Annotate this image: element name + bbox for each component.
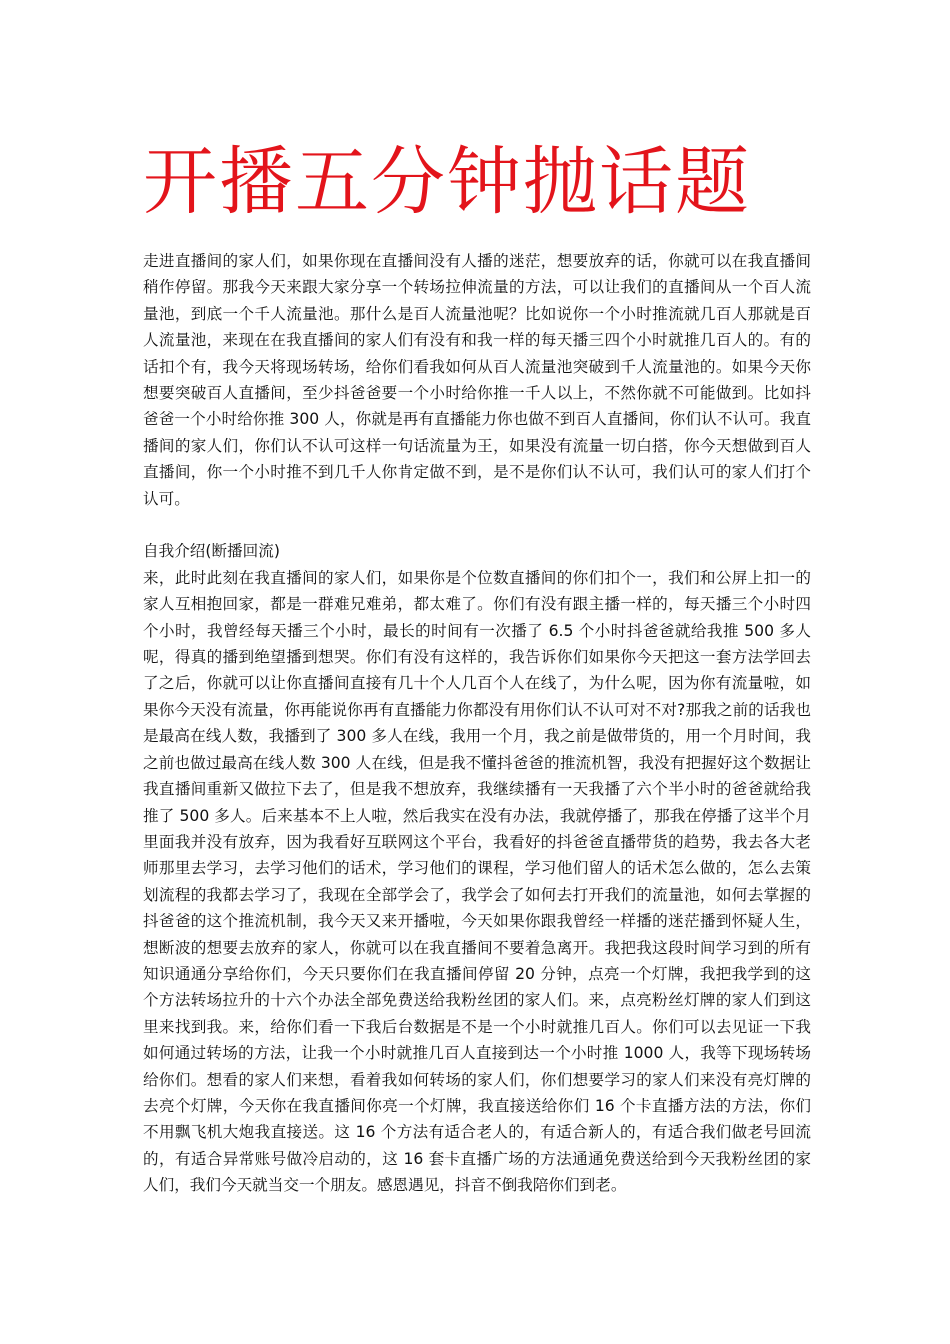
- document-body: [143, 248, 811, 1199]
- section-heading: 自我介绍(断播回流): [143, 542, 280, 561]
- intro-paragraph: 走进直播间的家人们，如果你现在直播间没有人播的迷茫，想要放弃的话，你就可以在我直播间稍作停留。那我今天来跟大家分享一个转场拉伸流量的方法，可以让我们的直播间从一个百人流量池，到底一个千人流量池。那什么是百人流量池呢？比如说你一个小时推流就几百人那就是百人流量池，来现在在我直播间的家人们有没有和我一样的每天播三四个小时就推几百人的。有的话扣个有，我今天将现场转场，给你们看我如何从百人流量池突破到千人流量池的。如果今天你想要突破百人直播间，至少抖爸爸要一个小时给你推一千人以上，不然你就不可能做到。比如抖爸爸一个小时给你推 300 人，你就是再有直播能力你也做不到百人直播间，你们认不认可。我直播间的家人们，你们认不认可这样一句话流量为王，如果没有流量一切白搭，你今天想做到百人直播间，你一个小时推不到几千人你肯定做不到，是不是你们认不认可，我们认可的家人们打个认可。: [143, 252, 811, 508]
- document-title: 开播五分钟抛话题: [143, 139, 751, 225]
- section-paragraph: 来，此时此刻在我直播间的家人们，如果你是个位数直播间的你们扣个一，我们和公屏上扣一的家人互相抱回家，都是一群难兄难弟，都太难了。你们有没有跟主播一样的，每天播三个小时四个小时，我曾经每天播三个小时，最长的时间有一次播了 6.5 个小时抖爸爸就给我推 500 多人呢，得真的播到绝望播到想哭。你们有没有这样的，我告诉你们如果你今天把这一套方法学回去了之后，你就可以让你直播间直接有几十个人几百个人在线了，为什么呢，因为你有流量啦，如果你今天没有流量，你再能说你再有直播能力你都没有用你们认不认可对不对?那我之前的话我也是最高在线人数，我播到了 300 多人在线，我用一个月，我之前是做带货的，用一个月时间，我之前也做过最高在线人数 300 人在线，但是我不懂抖爸爸的推流机智，我没有把握好这个数据让我直播间重新又做拉下去了，但是我不想放弃，我继续播有一天我播了六个半小时的爸爸就给我推了 500 多人。后来基本不上人啦，然后我实在没有办法，我就停播了，那我在停播了这半个月里面我并没有放弃，因为我看好互联网这个平台，我看好的抖爸爸直播带货的趋势，我去各大老师那里去学习，去学习他们的话术，学习他们的课程，学习他们留人的话术怎么做的，怎么去策划流程的我都去学习了，我现在全部学会了，我学会了如何去打开我们的流量池，如何去掌握的抖爸爸的这个推流机制，我今天又来开播啦，今天如果你跟我曾经一样播的迷茫播到怀疑人生，想断波的想要去放弃的家人，你就可以在我直播间不要着急离开。我把我这段时间学习到的所有知识通通分享给你们，今天只要你们在我直播间停留 20 分钟，点亮一个灯牌，我把我学到的这个方法转场拉升的十六个办法全部免费送给我粉丝团的家人们。来，点亮粉丝灯牌的家人们到这里来找到我。来，给你们看一下我后台数据是不是一个小时就推几百人。你们可以去见证一下我如何通过转场的方法，让我一个小时就推几百人直接到达一个小时推 1000 人，我等下现场转场给你们。想看的家人们来想，看着我如何转场的家人们，你们想要学习的家人们来没有亮灯牌的去亮个灯牌，今天你在我直播间你亮一个灯牌，我直接送给你们 16 个卡直播方法的方法，你们不用飘飞机大炮我直接送。这 16 个方法有适合老人的，有适合新人的，有适合我们做老号回流的，有适合异常账号做冷启动的，这 16 套卡直播广场的方法通通免费送给到今天我粉丝团的家人们，我们今天就当交一个朋友。感恩遇见，抖音不倒我陪你们到老。: [143, 568, 811, 1195]
